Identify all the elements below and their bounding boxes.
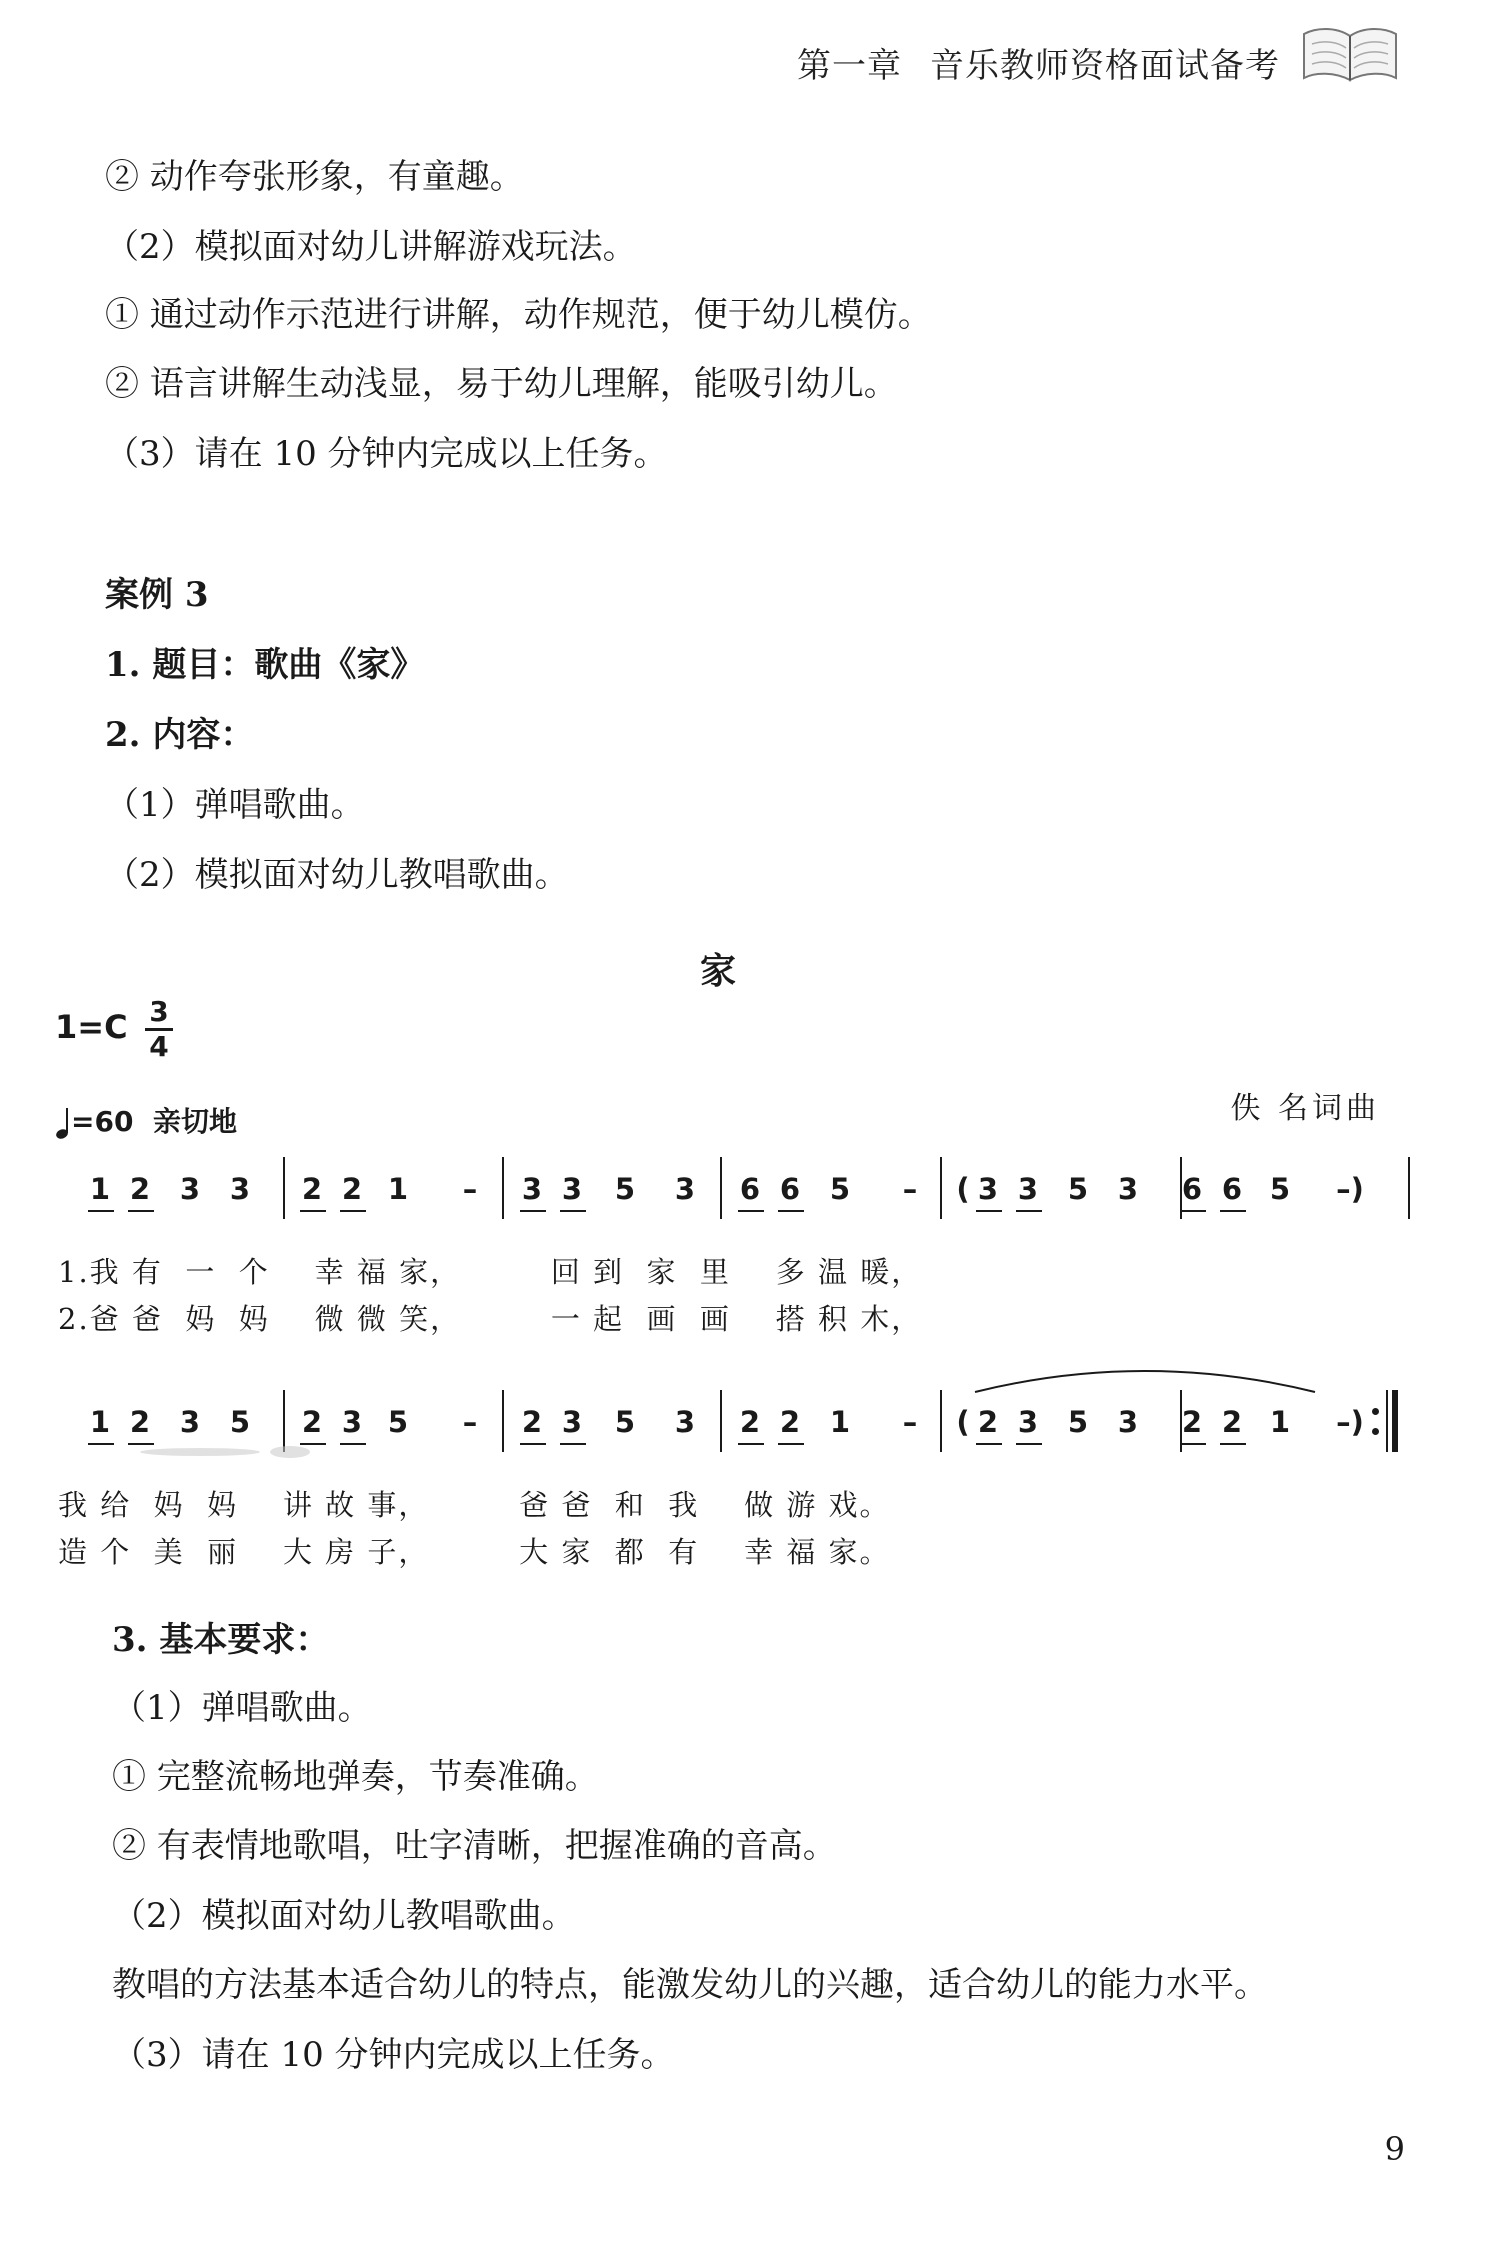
jianpu-note: 5 xyxy=(1067,1172,1089,1206)
jianpu-note: 3 xyxy=(561,1405,583,1439)
bar-line xyxy=(720,1390,722,1452)
jianpu-note: 1 xyxy=(1269,1405,1291,1439)
jianpu-note: 6 xyxy=(739,1172,761,1206)
note-underline xyxy=(340,1443,366,1445)
jianpu-note: –) xyxy=(1336,1172,1364,1206)
text-line: ② 动作夸张形象，有童趣。 xyxy=(105,157,524,197)
jianpu-note: 3 xyxy=(341,1405,363,1439)
jianpu-note: 5 xyxy=(614,1405,636,1439)
jianpu-note: 2 xyxy=(341,1172,363,1206)
lyric-line: 我 给 妈 妈 讲 故 事， 爸 爸 和 我 做 游 戏。 xyxy=(58,1488,891,1522)
text-line: （2）模拟面对幼儿讲解游戏玩法。 xyxy=(105,227,637,267)
note-underline xyxy=(128,1443,154,1445)
jianpu-note: 1 xyxy=(89,1172,111,1206)
jianpu-note: 2 xyxy=(129,1172,151,1206)
jianpu-note: 2 xyxy=(1181,1405,1203,1439)
running-header xyxy=(769,38,1280,87)
jianpu-note: 2 xyxy=(779,1405,801,1439)
time-top: 3 xyxy=(149,995,169,1028)
note-underline xyxy=(976,1443,1002,1445)
note-underline xyxy=(88,1210,114,1212)
bar-line xyxy=(502,1390,504,1452)
note-underline xyxy=(738,1210,764,1212)
jianpu-note: ( xyxy=(956,1172,970,1206)
jianpu-note: 3 xyxy=(674,1172,696,1206)
note-underline xyxy=(560,1210,586,1212)
jianpu-note: 3 xyxy=(229,1172,251,1206)
jianpu-note: 2 xyxy=(301,1172,323,1206)
content-line: （2）模拟面对幼儿教唱歌曲。 xyxy=(105,855,569,895)
bar-line xyxy=(1408,1157,1410,1219)
jianpu-note: 2 xyxy=(739,1405,761,1439)
open-book-icon xyxy=(1300,22,1400,86)
tempo-value: =60 xyxy=(71,1105,134,1138)
bar-line xyxy=(502,1157,504,1219)
scan-speck xyxy=(270,1446,310,1458)
case-heading: 案例 3 xyxy=(105,575,209,615)
jianpu-note: 5 xyxy=(1269,1172,1291,1206)
requirement-line: 教唱的方法基本适合幼儿的特点，能激发幼儿的兴趣，适合幼儿的能力水平。 xyxy=(112,1965,1268,2005)
jianpu-note: 6 xyxy=(1221,1172,1243,1206)
song-credit: 佚 名词曲 xyxy=(1230,1091,1380,1126)
bar-line xyxy=(940,1157,942,1219)
note-underline xyxy=(1016,1210,1042,1212)
page-number: 9 xyxy=(1384,2130,1405,2168)
lyric-line: 2.爸 爸 妈 妈 微 微 笑， 一 起 画 画 搭 积 木， xyxy=(58,1302,923,1336)
jianpu-note: 2 xyxy=(301,1405,323,1439)
chapter-title: 音乐教师资格面试备考 xyxy=(930,46,1280,86)
requirement-line: （3）请在 10 分钟内完成以上任务。 xyxy=(112,2035,675,2075)
jianpu-note: –) xyxy=(1336,1405,1364,1439)
chapter-label: 第一章 xyxy=(797,46,902,86)
jianpu-note: 2 xyxy=(1221,1405,1243,1439)
jianpu-note: 5 xyxy=(614,1172,636,1206)
content-label: 2. 内容： xyxy=(105,715,255,755)
note-underline xyxy=(778,1443,804,1445)
bar-line xyxy=(283,1390,285,1452)
jianpu-note: – xyxy=(902,1405,918,1439)
jianpu-note: 3 xyxy=(179,1172,201,1206)
note-underline xyxy=(1220,1443,1246,1445)
note-underline xyxy=(976,1210,1002,1212)
lyric-line: 造 个 美 丽 大 房 子， 大 家 都 有 幸 福 家。 xyxy=(58,1535,891,1569)
jianpu-note: – xyxy=(462,1405,478,1439)
jianpu-note: 5 xyxy=(387,1405,409,1439)
jianpu-note: ( xyxy=(956,1405,970,1439)
jianpu-note: – xyxy=(902,1172,918,1206)
jianpu-note: 2 xyxy=(129,1405,151,1439)
jianpu-note: 3 xyxy=(561,1172,583,1206)
requirement-line: （1）弹唱歌曲。 xyxy=(112,1688,372,1728)
jianpu-note: 1 xyxy=(387,1172,409,1206)
note-underline xyxy=(300,1443,326,1445)
note-underline xyxy=(128,1210,154,1212)
case-topic: 1. 题目：歌曲《家》 xyxy=(105,645,425,685)
note-underline xyxy=(1016,1443,1042,1445)
text-line: ① 通过动作示范进行讲解，动作规范，便于幼儿模仿。 xyxy=(105,295,932,335)
bar-line xyxy=(720,1157,722,1219)
jianpu-note: 3 xyxy=(179,1405,201,1439)
requirement-line: ② 有表情地歌唱，吐字清晰，把握准确的音高。 xyxy=(112,1826,837,1866)
bar-line xyxy=(1180,1390,1182,1452)
jianpu-note: – xyxy=(462,1172,478,1206)
requirement-line: （2）模拟面对幼儿教唱歌曲。 xyxy=(112,1896,576,1936)
jianpu-note: 3 xyxy=(1017,1172,1039,1206)
lyric-line: 1.我 有 一 个 幸 福 家， 回 到 家 里 多 温 暖， xyxy=(58,1255,923,1289)
requirements-label: 3. 基本要求： xyxy=(112,1620,330,1660)
bar-line xyxy=(283,1157,285,1219)
time-bottom: 4 xyxy=(149,1030,169,1063)
text-line: （3）请在 10 分钟内完成以上任务。 xyxy=(105,434,668,474)
jianpu-note: 3 xyxy=(674,1405,696,1439)
jianpu-note: 2 xyxy=(977,1405,999,1439)
bar-line xyxy=(940,1390,942,1452)
note-underline xyxy=(1220,1210,1246,1212)
jianpu-note: 6 xyxy=(779,1172,801,1206)
note-underline xyxy=(778,1210,804,1212)
jianpu-note: 3 xyxy=(1117,1405,1139,1439)
note-underline xyxy=(88,1443,114,1445)
tempo-mood: 亲切地 xyxy=(152,1105,237,1138)
content-line: （1）弹唱歌曲。 xyxy=(105,785,365,825)
jianpu-note: 5 xyxy=(229,1405,251,1439)
notation-row-1 xyxy=(0,1155,1500,1225)
bar-line xyxy=(1180,1157,1182,1219)
jianpu-note: 2 xyxy=(521,1405,543,1439)
note-underline xyxy=(520,1210,546,1212)
key-signature: 1=C xyxy=(55,1008,128,1046)
note-underline xyxy=(738,1443,764,1445)
note-underline xyxy=(560,1443,586,1445)
text-line: ② 语言讲解生动浅显，易于幼儿理解，能吸引幼儿。 xyxy=(105,364,898,404)
note-underline xyxy=(1180,1210,1206,1212)
jianpu-note: 3 xyxy=(1117,1172,1139,1206)
note-underline xyxy=(300,1210,326,1212)
time-signature xyxy=(145,995,173,1063)
jianpu-note: 3 xyxy=(977,1172,999,1206)
jianpu-note: 1 xyxy=(89,1405,111,1439)
tempo-marking xyxy=(55,1100,237,1140)
jianpu-note: 6 xyxy=(1181,1172,1203,1206)
jianpu-note: 3 xyxy=(1017,1405,1039,1439)
song-title: 家 xyxy=(700,950,737,992)
note-underline xyxy=(340,1210,366,1212)
jianpu-note: 3 xyxy=(521,1172,543,1206)
scan-speck xyxy=(140,1448,260,1456)
jianpu-note: 5 xyxy=(1067,1405,1089,1439)
requirement-line: ① 完整流畅地弹奏，节奏准确。 xyxy=(112,1757,599,1797)
jianpu-note: 1 xyxy=(829,1405,851,1439)
note-underline xyxy=(520,1443,546,1445)
note-underline xyxy=(1180,1443,1206,1445)
quarter-note-icon xyxy=(55,1106,71,1140)
jianpu-note: 5 xyxy=(829,1172,851,1206)
